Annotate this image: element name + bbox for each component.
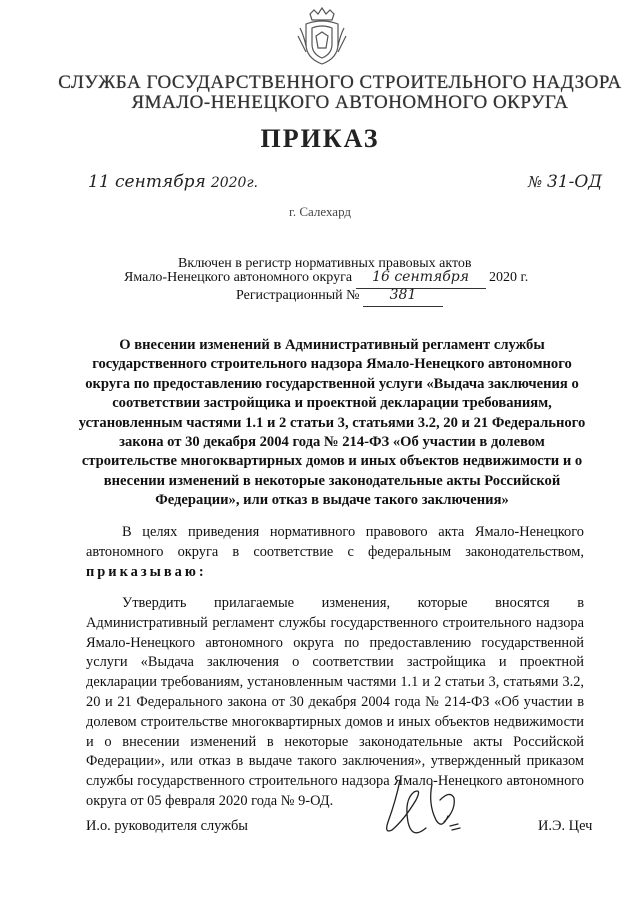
- document-number: [528, 172, 602, 192]
- city: г. Салехард: [288, 204, 352, 219]
- coat-of-arms-icon: [296, 6, 348, 68]
- handwritten-signature-icon: [370, 770, 490, 850]
- preamble-text: В целях приведения нормативного правового акта Ямало-Ненецкого автономного округа в соответствие с федеральным законодательством,: [86, 524, 584, 560]
- date-day-month: 11 сентября: [88, 172, 206, 192]
- registration-line2-prefix: Ямало-Ненецкого автономного округа: [124, 270, 353, 285]
- signatory-name: И.Э. Цеч: [538, 818, 593, 834]
- registration-line1: Включен в регистр нормативных правовых актов: [178, 256, 472, 271]
- date-year: 2020: [210, 175, 247, 191]
- number-value: 31-ОД: [546, 172, 603, 192]
- order-paragraph: Утвердить прилагаемые изменения, которые вносятся в Административный регламент службы государственного строительного надзора Ямало-Ненецкого автономного округа по предоставлению государственной услуги «Выдача заключения о соответствии застройщика и проектной декларации требованиям, установленным частями 1.1 и 2 статьи 3, статьями 3.2, 20 и 21 Федерального закона от 30 декабря 2004 года № 214-ФЗ «Об участии в долевом строительстве многоквартирных домов и иных объектов недвижимости и о внесении изменений в некоторые законодательные акты Российской Федерации», или отказ в выдаче такого заключения», утвержденный приказом службы государственного строительного надзора Ямало-Ненецкого автономного округа от 05 февраля 2020 года № 9-ОД.: [86, 595, 584, 809]
- registration-number: 381: [363, 285, 443, 307]
- org-name-line2: ЯМАЛО-НЕНЕЦКОГО АВТОНОМНОГО ОКРУГА: [131, 92, 569, 113]
- order-word: приказываю:: [86, 563, 207, 580]
- date-suffix: г.: [246, 175, 258, 191]
- registration-line2-suffix: 2020 г.: [489, 270, 529, 285]
- registration-line3: [236, 285, 443, 307]
- registration-number-prefix: Регистрационный №: [236, 288, 360, 303]
- document-date: [88, 172, 258, 192]
- document-title: О внесении изменений в Административный регламент службы государственного строительного надзора Ямало-Ненецкого автономного округа по предоставлению государственной услуги «Выдача заключения о соответствии застройщика и проектной декларации требованиям, установленным частями 1.1 и 2 статьи 3, статьями 3.2, 20 и 21 Федерального закона от 30 декабря 2004 года № 214-ФЗ «Об участии в долевом строительстве многоквартирных домов и иных объектов недвижимости и о внесении изменений в некоторые законодательные акты Российской Федерации», или отказ в выдаче такого заключения»: [78, 337, 586, 509]
- signatory-position: И.о. руководителя службы: [86, 818, 248, 834]
- org-name-line1: СЛУЖБА ГОСУДАРСТВЕННОГО СТРОИТЕЛЬНОГО НАДЗОРА: [58, 72, 622, 93]
- number-prefix: №: [528, 173, 543, 191]
- document-type: ПРИКАЗ: [260, 124, 380, 153]
- preamble-paragraph: [86, 523, 584, 582]
- registration-date: 16 сентября: [356, 267, 486, 289]
